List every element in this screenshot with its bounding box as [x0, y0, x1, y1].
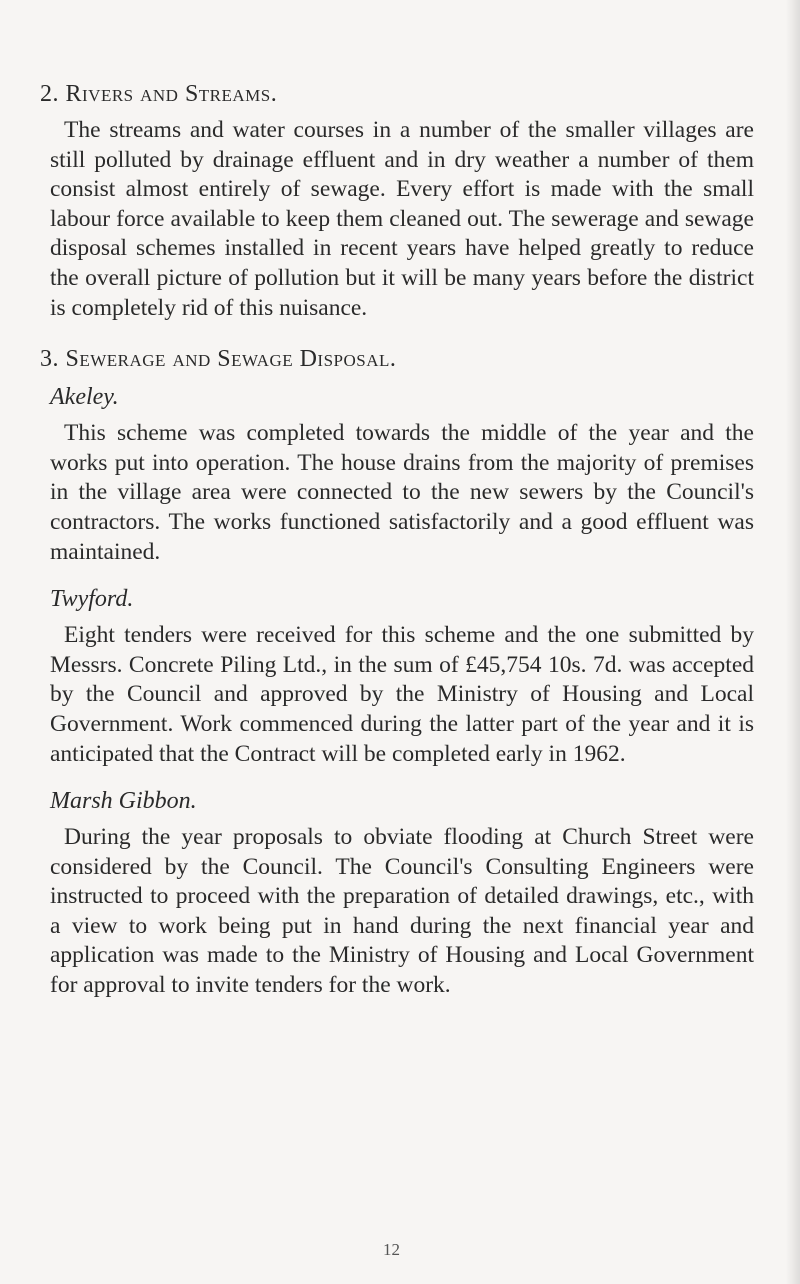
subheading-akeley: Akeley.	[50, 384, 119, 411]
subheading-twyford: Twyford.	[50, 586, 134, 613]
section-number: 3.	[40, 346, 59, 373]
section-number: 2.	[40, 81, 59, 107]
page-number: 12	[383, 1240, 400, 1259]
page-edge-shadow	[786, 0, 800, 1284]
rivers-paragraph: The streams and water courses in a number of the smaller villages are still polluted by drainage effluent and in dry weather a number of them consist almost entirely of sewage. Every effort is made with the small labour force available to keep them cleaned out. The sewerage and sewage disposal schemes installed in recent years have helped greatly to reduce the overall picture of pollution but it will be many years before the district is completely rid of this nuisance.	[50, 117, 754, 321]
section-title: Sewerage and Sewage Disposal.	[65, 346, 397, 373]
akeley-paragraph: This scheme was completed towards the middle of the year and the works put into operation. The house drains from the majority of premises in the village area were connected to the new sewers by the Council's contractors. The works functioned satisfactorily and a good effluent was maintained.	[50, 420, 754, 565]
section-title: Rivers and Streams.	[65, 81, 278, 107]
document-page	[40, 78, 754, 1001]
twyford-paragraph: Eight tenders were received for this scheme and the one submitted by Messrs. Concrete Piling Ltd., in the sum of £45,754 10s. 7d. was accepted by the Council and approved by the Ministry of Housing and Local Government. Work commenced during the latter part of the year and it is anticipated that the Contract will be completed early in 1962.	[50, 622, 754, 767]
marsh-gibbon-paragraph: During the year proposals to obviate flooding at Church Street were considered by the Council. The Council's Consulting Engineers were instructed to proceed with the preparation of detailed drawings, etc., with a view to work being put in hand during the next financial year and application was made to the Ministry of Housing and Local Government for approval to invite tenders for the work.	[50, 824, 754, 999]
section-heading-rivers	[40, 78, 754, 110]
subheading-marsh-gibbon: Marsh Gibbon.	[50, 788, 197, 815]
section-heading-sewerage	[40, 343, 754, 375]
